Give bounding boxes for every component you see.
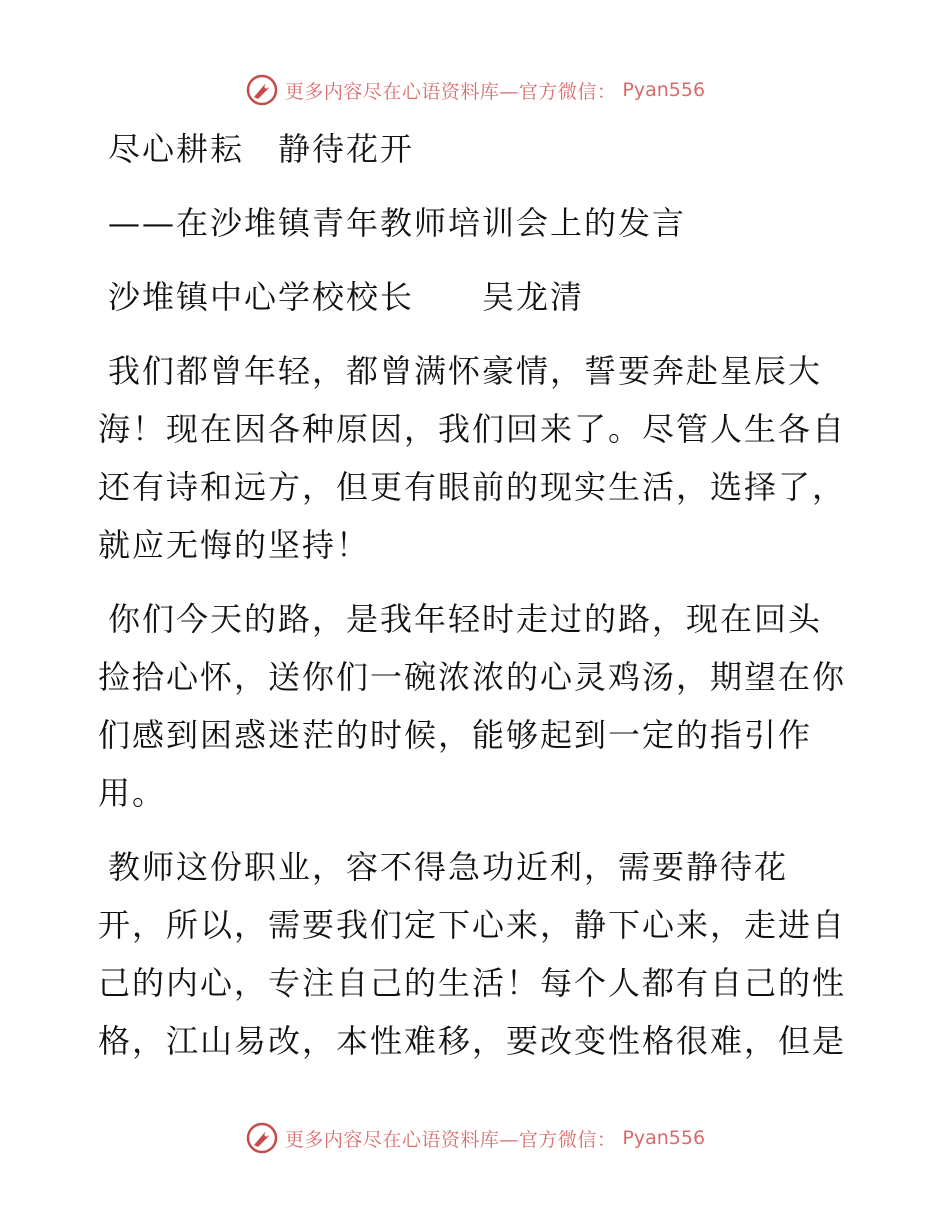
footer-banner bbox=[0, 1118, 950, 1158]
paragraph bbox=[98, 838, 858, 1070]
paragraph-line: 己的内心，专注自己的生活！每个人都有自己的性 bbox=[98, 964, 847, 1002]
banner-wechat-id: Pyan556 bbox=[622, 1127, 706, 1149]
paragraph-line: 海！现在因各种原因，我们回来了。尽管人生各自 bbox=[98, 410, 847, 448]
document-author: 沙堆镇中心学校校长 吴龙清 bbox=[108, 278, 585, 316]
banner-wechat-id: Pyan556 bbox=[622, 79, 706, 101]
paragraph-line: 们感到困惑迷茫的时候，能够起到一定的指引作 bbox=[98, 716, 813, 754]
paragraph-line: 我们都曾年轻，都曾满怀豪情，誓要奔赴星辰大 bbox=[108, 352, 823, 390]
document-title: 尽心耕耘 静待花开 bbox=[108, 130, 415, 168]
banner-text: 更多内容尽在心语资料库—官方微信： bbox=[284, 80, 617, 103]
paragraph-line: 捡拾心怀，送你们一碗浓浓的心灵鸡汤，期望在你 bbox=[98, 658, 847, 696]
document-body bbox=[98, 120, 858, 1070]
paragraph-line: 你们今天的路，是我年轻时走过的路，现在回头 bbox=[108, 600, 823, 638]
paragraph bbox=[98, 342, 858, 574]
paragraph-line: 就应无悔的坚持！ bbox=[98, 526, 371, 564]
paragraph-line: 教师这份职业，容不得急功近利，需要静待花 bbox=[108, 848, 789, 886]
paragraph bbox=[98, 590, 858, 822]
banner-text: 更多内容尽在心语资料库—官方微信： bbox=[284, 1128, 617, 1151]
paragraph-line: 还有诗和远方，但更有眼前的现实生活，选择了， bbox=[98, 468, 847, 506]
paragraph-line: 用。 bbox=[98, 774, 167, 812]
paragraph-line: 格，江山易改，本性难移，要改变性格很难，但是 bbox=[98, 1022, 847, 1060]
header-banner bbox=[0, 70, 950, 110]
pen-nib-logo-icon bbox=[245, 73, 279, 107]
pen-nib-logo-icon bbox=[245, 1121, 279, 1155]
paragraph-line: 开，所以，需要我们定下心来，静下心来，走进自 bbox=[98, 906, 847, 944]
document-subtitle: ——在沙堆镇青年教师培训会上的发言 bbox=[108, 204, 687, 242]
